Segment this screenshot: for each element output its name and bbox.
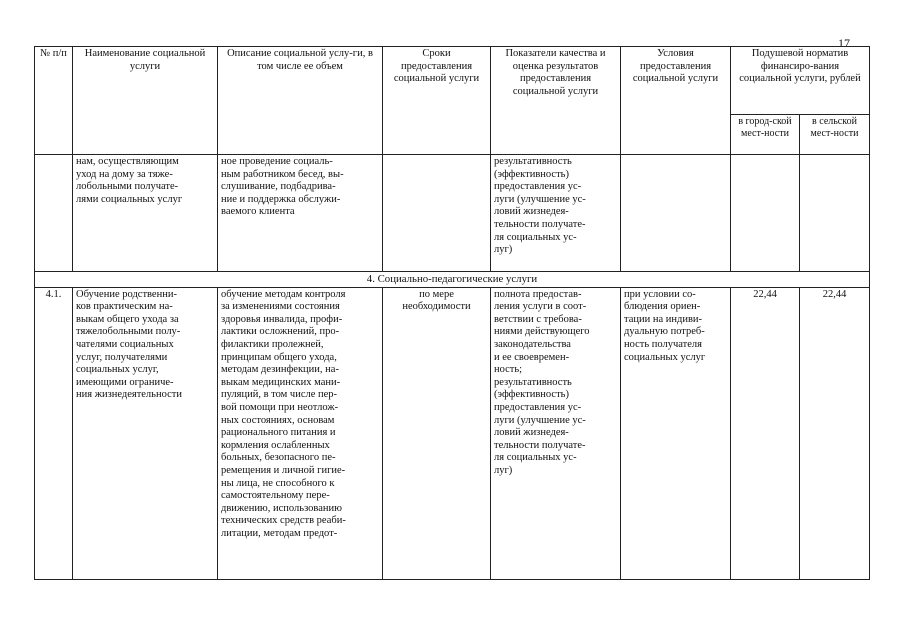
- continuation-row: [35, 155, 870, 272]
- row-rural-norm: 22,44: [800, 287, 870, 579]
- header-conditions: Условия предоставления социальной услуги: [621, 47, 731, 155]
- header-quality: Показатели качества и оценка результатов предоставления социальной услуги: [491, 47, 621, 155]
- header-row: [35, 47, 870, 115]
- cont-conditions: [621, 155, 731, 272]
- header-rural: в сельской мест-ности: [800, 115, 870, 155]
- row-terms: по мере необходимости: [383, 287, 491, 579]
- header-urban: в город-ской мест-ности: [731, 115, 800, 155]
- section-title: 4. Социально-педагогические услуги: [35, 272, 870, 288]
- section-row: [35, 272, 870, 288]
- row-name: Обучение родственни- ков практическим на- выкам общего ухода за тяжелобольными полу- чателями социальных услуг, получателями социальных услуг, имеющими ограниче- ния жизнедеятельности: [73, 287, 218, 579]
- cont-terms: [383, 155, 491, 272]
- header-terms: Сроки предоставления социальной услуги: [383, 47, 491, 155]
- cont-num: [35, 155, 73, 272]
- header-description: Описание социальной услу-ги, в том числе ее объем: [218, 47, 383, 155]
- row-description: обучение методам контроля за изменениями состояния здоровья инвалида, профи- лактики осложнений, про- филактики пролежней, принципам общего ухода, методам дезинфекции, на- выкам медицинских мани- пуляций, в том числе пер- вой помощи при неотлож- ных состояниях, основам рационального питания и кормления ослабленных больных, безопасного пе- ремещения и личной гигие- ны лица, не способного к самостоятельному пере- движению, использованию технических средств реаби- литации, методам предот-: [218, 287, 383, 579]
- cont-rural: [800, 155, 870, 272]
- header-name: Наименование социальной услуги: [73, 47, 218, 155]
- row-urban-norm: 22,44: [731, 287, 800, 579]
- header-norm: Подушевой норматив финансиро-вания социальной услуги, рублей: [731, 47, 870, 115]
- cont-name: нам, осуществляющим уход на дому за тяже- лобольными получате- лями социальных услуг: [73, 155, 218, 272]
- row-quality: полнота предостав- ления услуги в соот- ветствии с требова- ниями действующего законодательства и ее своевремен- ность; результативность (эффективность) предоставления ус- луги (улучшение ус- ловий жизнедея- тельности получате- ля социальных ус- луг): [491, 287, 621, 579]
- row-number: 4.1.: [35, 287, 73, 579]
- header-num: № п/п: [35, 47, 73, 155]
- row-4-1: [35, 287, 870, 579]
- cont-quality: результативность (эффективность) предоставления ус- луги (улучшение ус- ловий жизнедея- тельности получате- ля социальных ус- луг): [491, 155, 621, 272]
- cont-urban: [731, 155, 800, 272]
- page-number: 17: [838, 36, 850, 50]
- row-conditions: при условии со- блюдения ориен- тации на индиви- дуальную потреб- ность получателя социальных услуг: [621, 287, 731, 579]
- social-services-table: [34, 46, 870, 580]
- cont-description: ное проведение социаль- ным работником бесед, вы- слушивание, подбадрива- ние и поддержка обслужи- ваемого клиента: [218, 155, 383, 272]
